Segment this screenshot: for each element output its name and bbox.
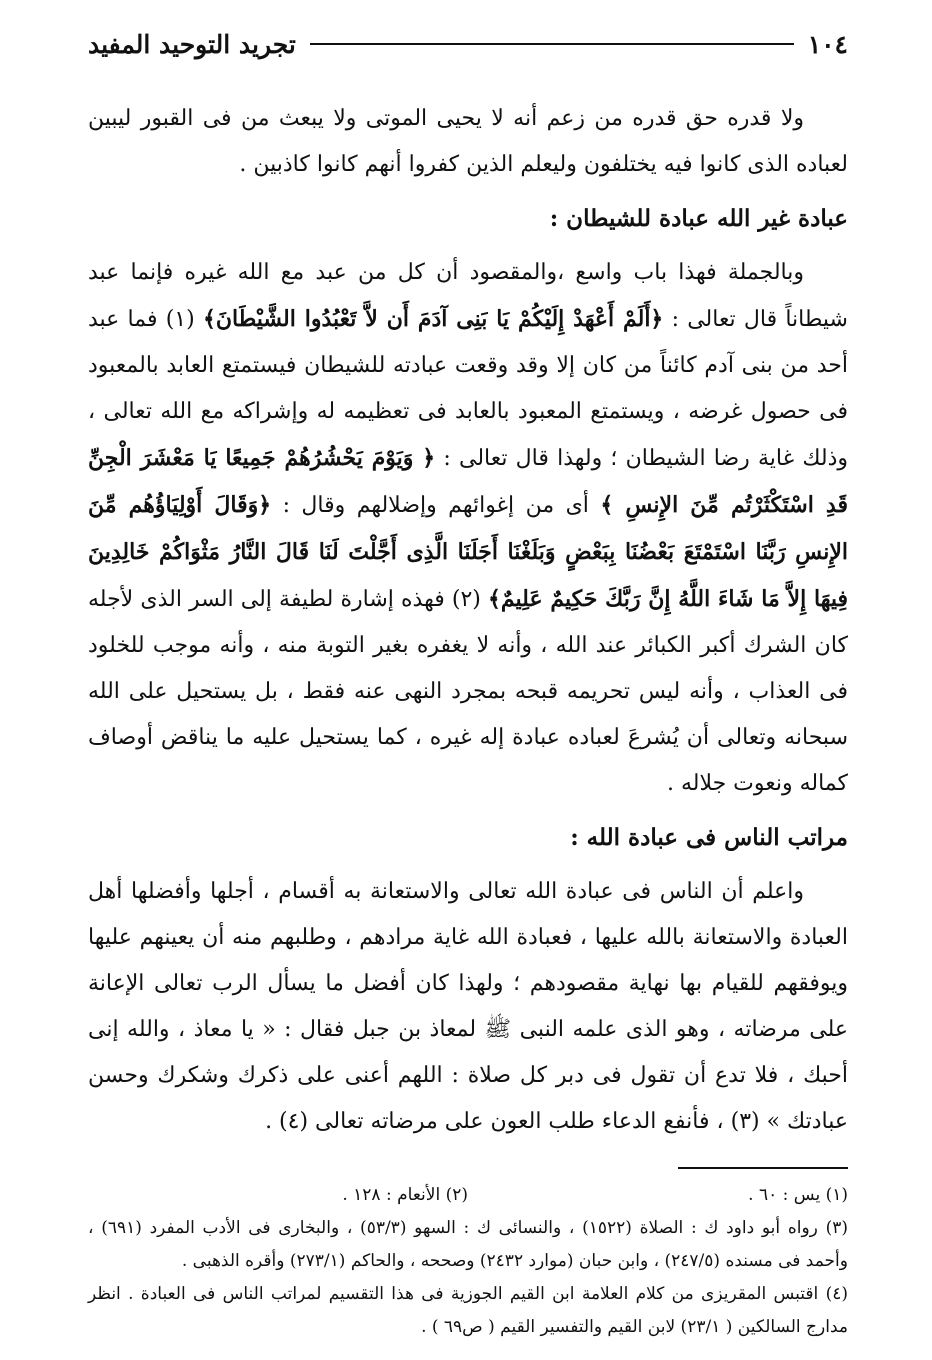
page-number: ١٠٤ [807, 29, 848, 59]
paragraph-1-part-b: (١) فما عبد أحد من بنى آدم كائناً من كان إلا وقد وقعت عبادته للشيطان فيستمتع العابد بالمعبود فى حصول غرضه ، ويستمتع المعبود بالعابد فى تعظيمه له وإشراكه مع الله تعالى ، وذلك غاية رضا الشيطان ؛ ولهذا قال تعالى : [88, 307, 848, 471]
quran-verse-1: ﴿أَلَمْ أَعْهَدْ إِلَيْكُمْ يَا بَنِى آدَمَ أَن لاَّ تَعْبُدُوا الشَّيْطَانَ﴾ [202, 306, 664, 332]
quran-verse-3: ﴿وَقَالَ أَوْلِيَاؤُهُم مِّنَ الإِنسِ رَبَّنَا اسْتَمْتَعَ بَعْضُنَا بِبَعْضٍ وَبَلَغْنَا أَجَلَنَا الَّذِى أَجَّلْتَ لَنَا قَالَ النَّارُ مَثْوَاكُمْ خَالِدِينَ فِيهَا إِلاَّ مَا شَاءَ اللَّهُ إِنَّ رَبَّكَ حَكِيمٌ عَلِيمٌ﴾ [88, 492, 848, 612]
footnote-2: (٢) الأنعام : ١٢٨ . [342, 1185, 468, 1205]
paragraph-1 [88, 250, 848, 807]
paragraph-2: واعلم أن الناس فى عبادة الله تعالى والاستعانة به أقسام ، أجلها وأفضلها أهل العبادة والاستعانة بالله عليها ، فعبادة الله غاية مرادهم ، وطلبهم منه أن يعينهم عليها ويوفقهم للقيام بها نهاية مقصودهم ؛ ولهذا كان أفضل ما يسأل الرب تعالى الإعانة على مرضاته ، وهو الذى علمه النبى ﷺ لمعاذ بن جبل فقال : « يا معاذ ، والله إنى أحبك ، فلا تدع أن تقول فى دبر كل صلاة : اللهم أعنى على ذكرك وشكرك وحسن عبادتك » (٣) ، فأنفع الدعاء طلب العون على مرضاته تعالى (٤) . [88, 879, 848, 1134]
intro-paragraph: ولا قدره حق قدره من زعم أنه لا يحيى الموتى ولا يبعث من فى القبور ليبين لعباده الذى كانوا فيه يختلفون وليعلم الذين كفروا أنهم كانوا كاذبين . [88, 106, 848, 177]
footnote-row [88, 1179, 848, 1212]
paragraph-1-part-c: أى من إغوائهم وإضلالهم وقال : [282, 493, 589, 518]
footnote-separator [678, 1167, 848, 1169]
section-heading-2: مراتب الناس فى عبادة الله : [570, 824, 848, 851]
quran-verse-2: ﴿ وَيَوْمَ يَحْشُرُهُمْ جَمِيعًا يَا مَعْشَرَ الْجِنِّ قَدِ اسْتَكْثَرْتُم مِّنَ الإِنسِ ﴾ [88, 445, 848, 518]
footnote-3: (٣) رواه أبو داود ك : الصلاة (١٥٢٢) ، والنسائى ك : السهو (٥٣/٣) ، والبخارى فى الأدب المفرد (٦٩١) ، وأحمد فى مسنده (٢٤٧/٥) ، وابن حبان (موارد ٢٤٣٢) وصححه ، والحاكم (٢٧٣/١) وأقره الذهبى . [88, 1218, 848, 1271]
body-text [88, 96, 848, 1145]
paragraph-1-part-d: (٢) فهذه إشارة لطيفة إلى السر الذى لأجله كان الشرك أكبر الكبائر عند الله ، وأنه لا يغفره بغير التوبة منه ، وأنه موجب للخلود فى العذاب ، وأنه ليس تحريمه قبحه بمجرد النهى عنه فقط ، بل يستحيل على الله سبحانه وتعالى أن يُشرعَ لعباده عبادة إله غيره ، كما يستحيل عليه ما يناقض أوصاف كماله ونعوت جلاله . [88, 587, 849, 796]
section-heading-1: عبادة غير الله عبادة للشيطان : [549, 205, 848, 232]
running-header [88, 18, 848, 70]
footnote-1: (١) يس : ٦٠ . [748, 1185, 848, 1205]
footnote-4: (٤) اقتبس المقريزى من كلام العلامة ابن القيم الجوزية فى هذا التقسيم لمراتب الناس فى العبادة . انظر مدارج السالكين ( ٢٣/١) لابن القيم والتفسير القيم ( ص٦٩ ) . [88, 1284, 848, 1337]
header-rule [310, 43, 794, 45]
paragraph-1-part-a: وبالجملة فهذا باب واسع ،والمقصود أن كل من عبد مع الله غيره فإنما عبد شيطاناً قال تعالى : [88, 260, 848, 332]
footnotes [88, 1179, 848, 1344]
book-title: تجريد التوحيد المفيد [88, 29, 296, 59]
